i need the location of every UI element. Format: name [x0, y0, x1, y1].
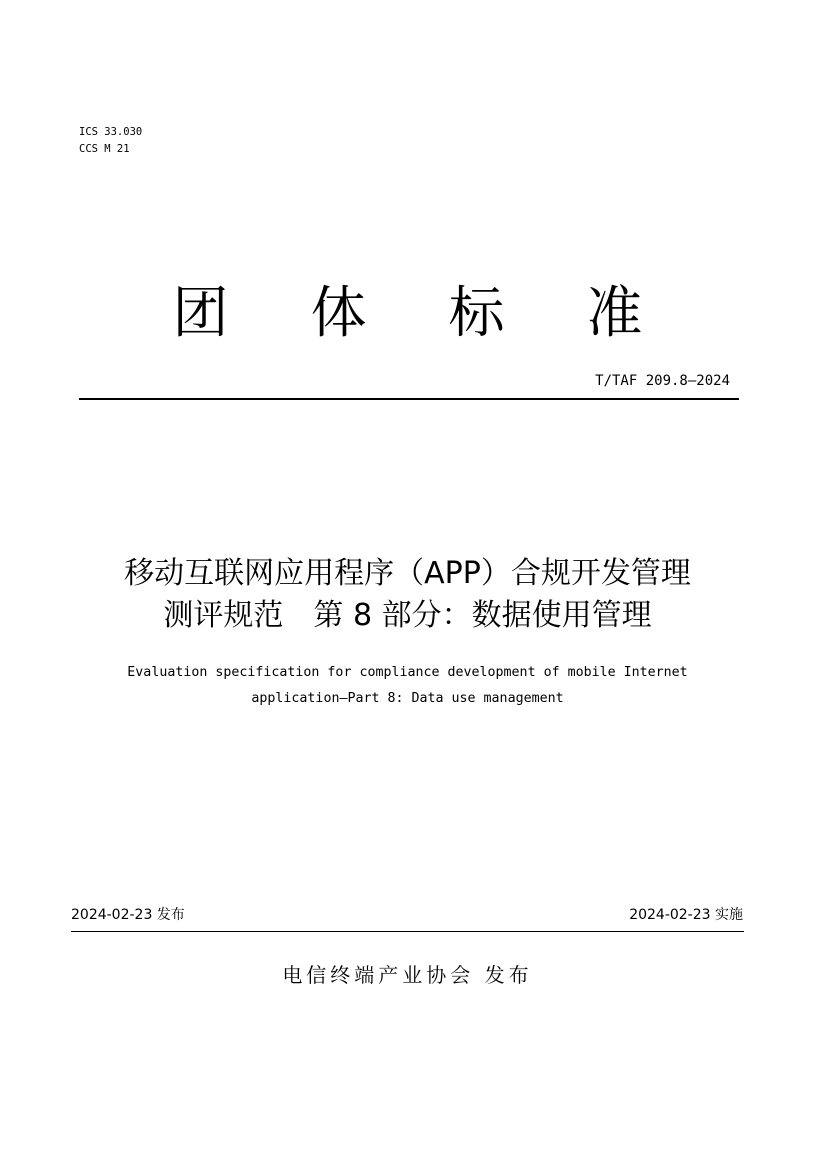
publisher: 电信终端产业协会 发布 [282, 963, 533, 987]
doc-type-char-3: 标 [448, 281, 505, 346]
doc-type-char-2: 体 [310, 281, 367, 346]
ics-code: ICS 33.030 [79, 126, 143, 138]
chinese-title [0, 553, 815, 637]
classification-codes [79, 124, 142, 158]
english-title [0, 660, 815, 712]
implementation-date: 2024-02-23 实施 [629, 907, 743, 923]
standard-number: T/TAF 209.8—2024 [595, 373, 730, 389]
english-title-line-1: Evaluation specification for compliance development of mobile Internet [127, 665, 688, 680]
issue-date: 2024-02-23 发布 [71, 907, 185, 923]
bottom-divider [71, 931, 744, 932]
document-type-heading [0, 278, 815, 350]
doc-type-char-4: 准 [586, 281, 643, 346]
ccs-code: CCS M 21 [79, 143, 130, 155]
chinese-title-line-2: 测评规范 第 8 部分：数据使用管理 [163, 598, 652, 633]
doc-type-char-1: 团 [172, 281, 229, 346]
english-title-line-2: application—Part 8: Data use management [251, 691, 564, 706]
top-divider [79, 398, 739, 400]
chinese-title-line-1: 移动互联网应用程序（APP）合规开发管理 [124, 556, 691, 591]
